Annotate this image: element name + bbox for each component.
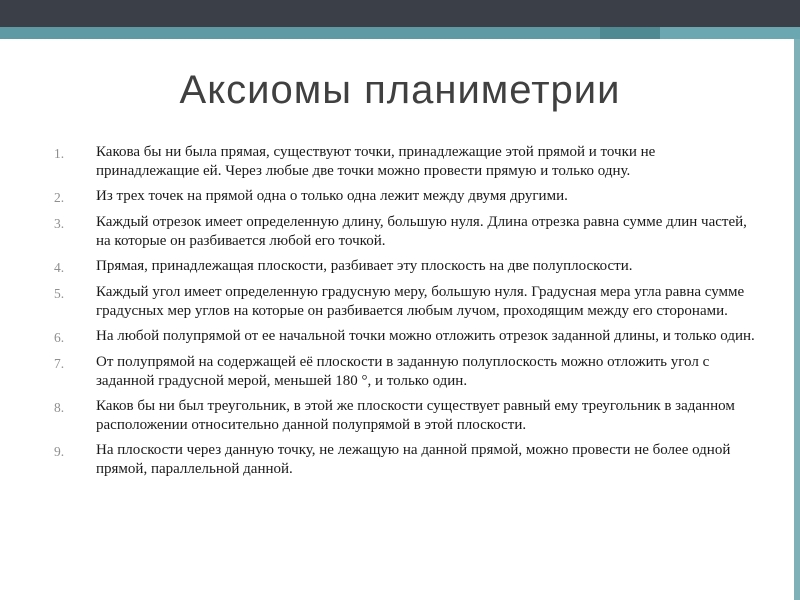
top-decor-bar bbox=[0, 0, 800, 27]
slide-title: Аксиомы планиметрии bbox=[179, 68, 621, 112]
item-text: Прямая, принадлежащая плоскости, разбивает эту плоскость на две полуплоскости. bbox=[96, 258, 633, 274]
item-text: Из трех точек на прямой одна о только одна лежит между двумя другими. bbox=[96, 188, 568, 204]
item-text: Каков бы ни был треугольник, в этой же плоскости существует равный ему треугольник в заданном расположении относительно данной полупрямой в этой плоскости. bbox=[96, 398, 735, 433]
item-text: На любой полупрямой от ее начальной точки можно отложить отрезок заданной длины, и только один. bbox=[96, 328, 755, 344]
accent-decor-bar bbox=[0, 27, 800, 39]
item-text: Каждый угол имеет определенную градусную меру, большую нуля. Градусная мера угла равна сумме градусных мер углов на которые он разбивается любым лучом, проходящим между его сторонами. bbox=[96, 284, 745, 319]
item-number: 5. bbox=[54, 286, 65, 301]
list-item bbox=[48, 213, 756, 251]
list-item bbox=[48, 397, 756, 435]
list-item bbox=[48, 353, 756, 391]
list-item bbox=[48, 283, 756, 321]
item-text: Какова бы ни была прямая, существуют точки, принадлежащие этой прямой и точки не принадлежащие ей. Через любые две точки можно провести прямую и только одну. bbox=[96, 144, 656, 179]
item-number: 9. bbox=[54, 444, 65, 459]
list-item bbox=[48, 257, 756, 277]
right-decor-strip bbox=[794, 39, 800, 600]
list-item bbox=[48, 187, 756, 207]
item-number: 8. bbox=[54, 400, 65, 415]
item-number: 1. bbox=[54, 146, 65, 161]
accent-segment bbox=[0, 27, 600, 39]
axiom-list bbox=[48, 143, 756, 485]
item-number: 4. bbox=[54, 260, 65, 275]
item-number: 7. bbox=[54, 356, 65, 371]
item-text: На плоскости через данную точку, не лежащую на данной прямой, можно провести не более одной прямой, параллельной данной. bbox=[96, 442, 731, 477]
item-text: Каждый отрезок имеет определенную длину, большую нуля. Длина отрезка равна сумме длин частей, на которые он разбивается любой его точкой. bbox=[96, 214, 747, 249]
accent-segment bbox=[660, 27, 800, 39]
item-number: 3. bbox=[54, 216, 65, 231]
list-item bbox=[48, 143, 756, 181]
item-number: 2. bbox=[54, 190, 65, 205]
item-text: От полупрямой на содержащей её плоскости в заданную полуплоскость можно отложить угол с заданной градусной мерой, меньшей 180 °, и только один. bbox=[96, 354, 710, 389]
item-number: 6. bbox=[54, 330, 65, 345]
list-item bbox=[48, 327, 756, 347]
list-item bbox=[48, 441, 756, 479]
